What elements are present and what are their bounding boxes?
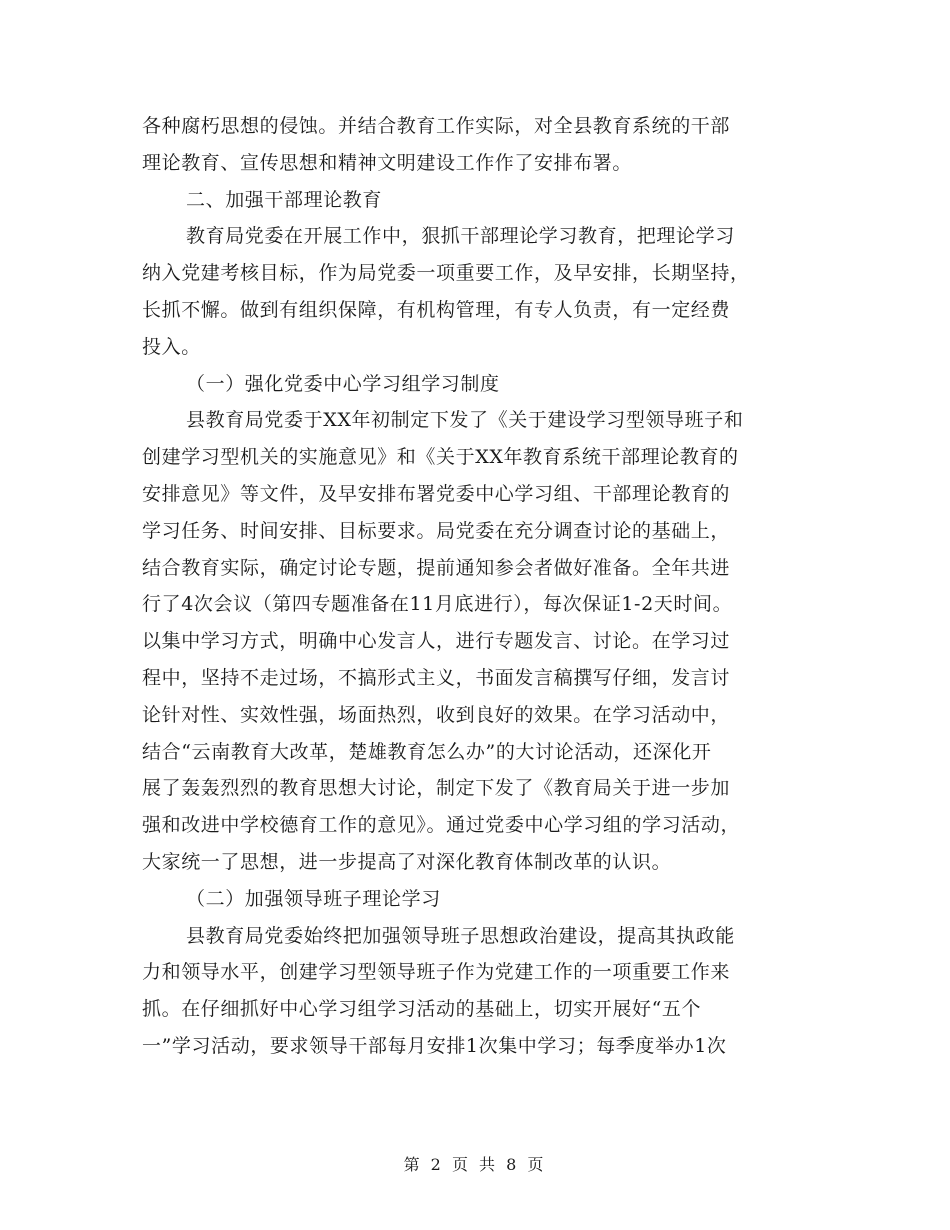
text-line: 强和改进中学校德育工作的意见》。通过党委中心学习组的学习活动， <box>142 814 741 837</box>
text-line: 抓。在仔细抓好中心学习组学习活动的基础上，切实开展好“五个 <box>142 998 702 1021</box>
text-line: 各种腐朽思想的侵蚀。并结合教育工作实际，对全县教育系统的干部 <box>142 115 731 137</box>
text-line: 大家统一了思想，进一步提高了对深化教育体制改革的认识。 <box>142 850 672 873</box>
text-line: 行了4次会议（第四专题准备在11月底进行），每次保证1-2天时间。 <box>142 593 733 616</box>
text-line: 安排意见》等文件，及早安排布署党委中心学习组、干部理论教育的 <box>142 482 731 505</box>
subsection-heading: （一）强化党委中心学习组学习制度 <box>186 372 500 395</box>
text-line: 创建学习型机关的实施意见》和《关于XX年教育系统干部理论教育的 <box>142 446 739 469</box>
section-heading: 二、加强干部理论教育 <box>186 188 383 211</box>
text-line: 结合教育实际，确定讨论专题，提前通知参会者做好准备。全年共进 <box>142 556 731 579</box>
text-line: 理论教育、宣传思想和精神文明建设工作作了安排布署。 <box>142 151 633 174</box>
text-line: 长抓不懈。做到有组织保障，有机构管理，有专人负责，有一定经费 <box>142 298 731 321</box>
text-line: 力和领导水平，创建学习型领导班子作为党建工作的一项重要工作来 <box>142 961 731 984</box>
text-line: 论针对性、实效性强，场面热烈，收到良好的效果。在学习活动中， <box>142 703 731 726</box>
text-line: 学习任务、时间安排、目标要求。局党委在充分调查讨论的基础上， <box>142 519 731 542</box>
subsection-heading: （二）加强领导班子理论学习 <box>186 887 441 910</box>
document-body <box>142 108 812 1065</box>
text-line: 县教育局党委始终把加强领导班子思想政治建设，提高其执政能 <box>186 924 735 947</box>
text-line: 纳入党建考核目标，作为局党委一项重要工作，及早安排，长期坚持， <box>142 262 750 285</box>
text-line: 结合“云南教育大改革，楚雄教育怎么办”的大讨论活动，还深化开 <box>142 740 712 763</box>
text-line: 程中，坚持不走过场，不搞形式主义，书面发言稿撰写仔细，发言讨 <box>142 666 731 689</box>
text-line: 以集中学习方式，明确中心发言人，进行专题发言、讨论。在学习过 <box>142 630 731 653</box>
page-number-footer: 第 2 页 共 8 页 <box>403 1155 547 1174</box>
text-line: 教育局党委在开展工作中，狠抓干部理论学习教育，把理论学习 <box>186 225 735 248</box>
text-line: 县教育局党委于XX年初制定下发了《关于建设学习型领导班子和 <box>186 409 744 432</box>
text-line: 一”学习活动，要求领导干部每月安排1次集中学习；每季度举办1次 <box>142 1034 727 1057</box>
text-line: 投入。 <box>142 335 201 358</box>
text-line: 展了轰轰烈烈的教育思想大讨论，制定下发了《教育局关于进一步加 <box>142 777 731 800</box>
